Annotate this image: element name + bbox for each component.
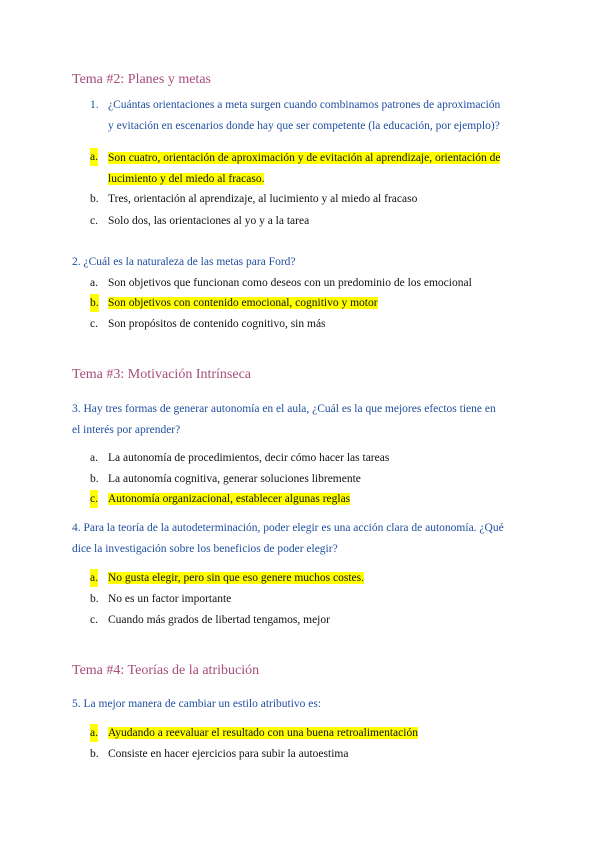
question-line: ¿Cuántas orientaciones a meta surgen cuando combinamos patrones de aproximación xyxy=(108,99,501,111)
question-text: 2. ¿Cuál es la naturaleza de las metas para Ford? xyxy=(72,256,296,268)
answer-letter: a. xyxy=(90,148,98,166)
answer-letter: c. xyxy=(90,490,98,508)
answer-item xyxy=(90,724,418,742)
answer-item xyxy=(90,148,500,190)
question-number: 1. xyxy=(90,99,99,111)
section-heading: Tema #2: Planes y metas xyxy=(72,72,211,87)
answer-letter: c. xyxy=(90,614,98,626)
answer-letter: b. xyxy=(90,473,99,485)
answer-line: Cuando más grados de libertad tengamos, mejor xyxy=(108,614,330,626)
answer-letter: c. xyxy=(90,215,98,227)
answer-item xyxy=(90,190,417,208)
answer-item xyxy=(90,611,330,629)
question-text xyxy=(108,95,500,137)
answer-line: Consiste en hacer ejercicios para subir la autoestima xyxy=(108,748,349,760)
question-line: dice la investigación sobre los beneficios de poder elegir? xyxy=(72,543,338,555)
answer-item xyxy=(90,470,361,488)
answer-letter: b. xyxy=(90,294,99,312)
answer-item xyxy=(90,274,472,292)
answer-item xyxy=(90,212,309,230)
question-line: 4. Para la teoría de la autodeterminación, poder elegir es una acción clara de autonomía. ¿Qué xyxy=(72,522,504,534)
answer-line: No gusta elegir, pero sin que eso genere muchos costes. xyxy=(108,572,364,584)
answer-item xyxy=(90,315,326,333)
answer-line: Tres, orientación al aprendizaje, al lucimiento y al miedo al fracaso xyxy=(108,193,418,205)
answer-line: Son objetivos que funcionan como deseos con un predominio de los emocional xyxy=(108,277,472,289)
answer-item xyxy=(90,745,348,763)
question-line: 3. Hay tres formas de generar autonomía en el aula, ¿Cuál es la que mejores efectos tiene en xyxy=(72,403,496,415)
answer-line: lucimiento y del miedo al fracaso. xyxy=(108,173,265,185)
question-text: 5. La mejor manera de cambiar un estilo atributivo es: xyxy=(72,698,322,710)
answer-line: Son objetivos con contenido emocional, cognitivo y motor xyxy=(108,297,378,309)
question-line: y evitación en escenarios donde hay que ser competente (la educación, por ejemplo)? xyxy=(108,120,500,132)
answer-letter: b. xyxy=(90,748,99,760)
question-text xyxy=(72,399,496,441)
answer-letter: a. xyxy=(90,569,98,587)
answer-letter: a. xyxy=(90,452,98,464)
answer-item xyxy=(90,449,389,467)
answer-letter: b. xyxy=(90,193,99,205)
answer-item xyxy=(90,569,364,587)
section-heading: Tema #3: Motivación Intrínseca xyxy=(72,367,252,382)
answer-line: No es un factor importante xyxy=(108,593,232,605)
question-line: el interés por aprender? xyxy=(72,424,181,436)
answer-letter: a. xyxy=(90,277,98,289)
section-heading: Tema #4: Teorías de la atribución xyxy=(72,663,260,678)
answer-item xyxy=(90,490,350,508)
answer-line: Solo dos, las orientaciones al yo y a la tarea xyxy=(108,215,310,227)
question-text xyxy=(72,518,504,560)
answer-line: La autonomía cognitiva, generar soluciones libremente xyxy=(108,473,361,485)
answer-line: Ayudando a reevaluar el resultado con una buena retroalimentación xyxy=(108,727,418,739)
answer-letter: a. xyxy=(90,724,98,742)
answer-line: Autonomía organizacional, establecer algunas reglas xyxy=(108,493,351,505)
answer-letter: b. xyxy=(90,593,99,605)
answer-letter: c. xyxy=(90,318,98,330)
answer-line: Son cuatro, orientación de aproximación y de evitación al aprendizaje, orientación de xyxy=(108,152,501,164)
answer-item xyxy=(90,294,378,312)
answer-line: La autonomía de procedimientos, decir cómo hacer las tareas xyxy=(108,452,390,464)
answer-line: Son propósitos de contenido cognitivo, sin más xyxy=(108,318,326,330)
answer-item xyxy=(90,590,231,608)
